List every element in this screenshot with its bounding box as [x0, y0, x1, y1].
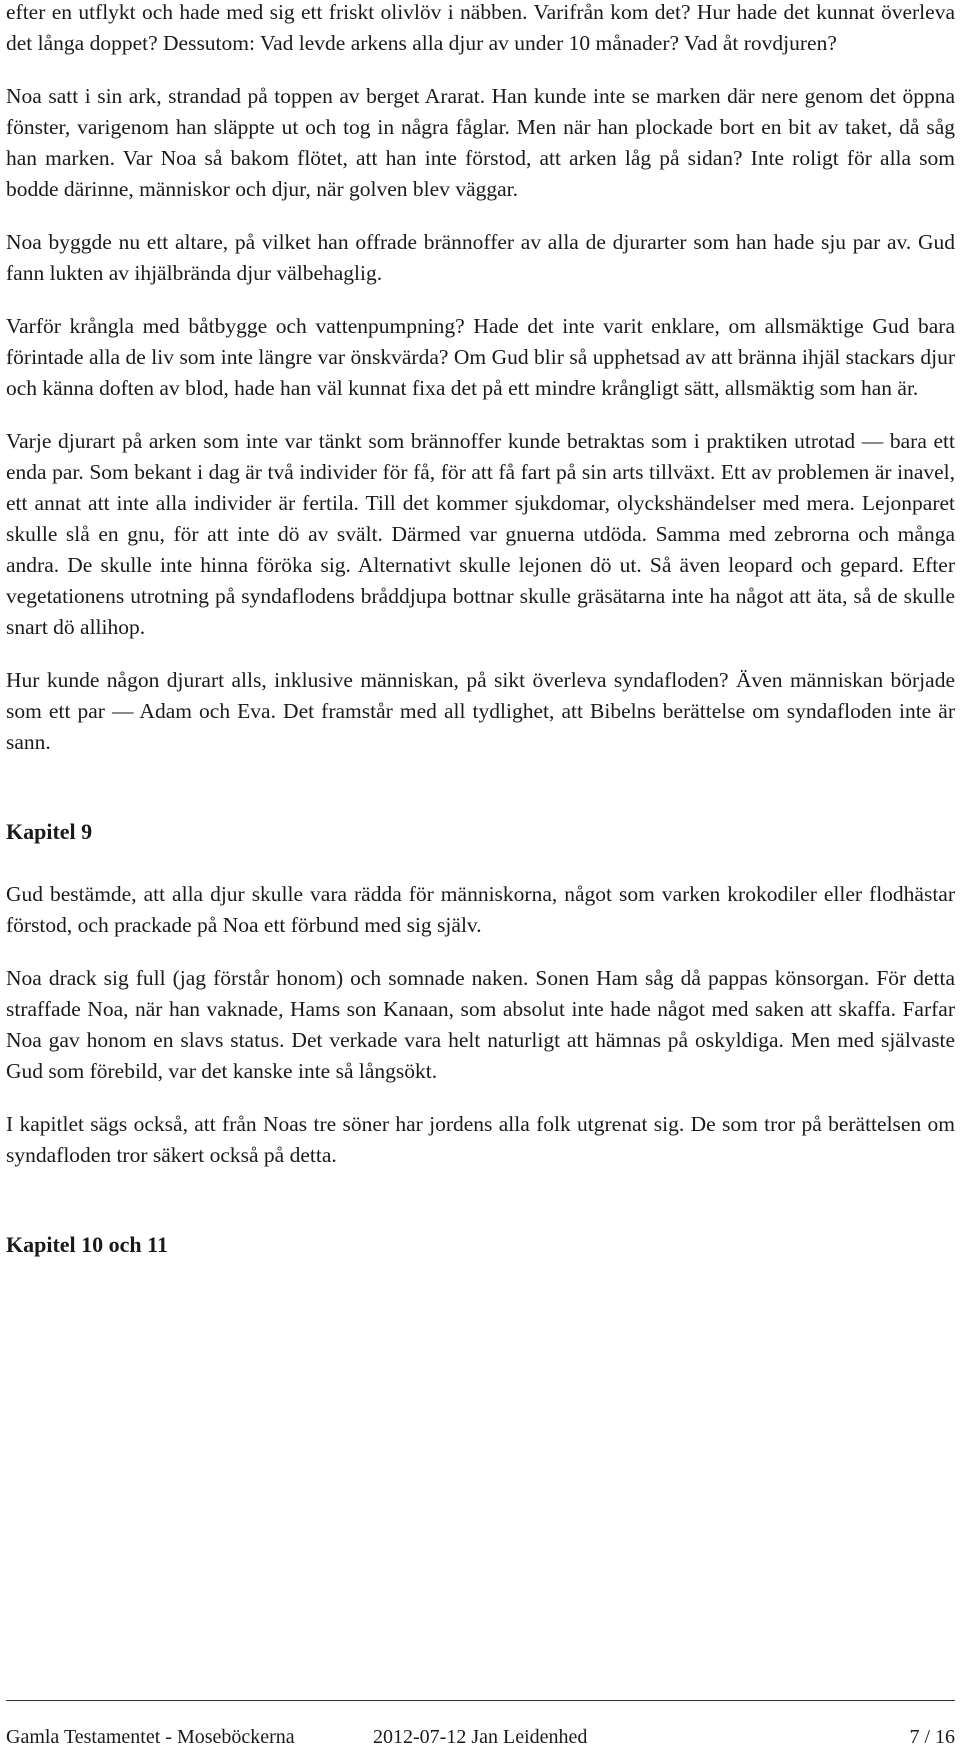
chapter-10-11-heading: Kapitel 10 och 11 — [6, 1232, 168, 1257]
document-page — [6, 0, 955, 1260]
chapter-9-paragraph-2: Noa drack sig full (jag förstår honom) och somnade naken. Sonen Ham såg då pappas könsorgan. För detta straffade Noa, när han vaknade, Hams son Kanaan, som absolut inte hade något med saken att skaffa. Farfar Noa gav honom en slavs status. Det verkade vara helt naturligt att hämnas på oskyldiga. Men med självaste Gud som förebild, var det kanske inte så långsökt. — [6, 966, 955, 1083]
footer-date-author: 2012-07-12 Jan Leidenhed — [373, 1726, 588, 1748]
footer-divider — [6, 1700, 955, 1701]
footer-document-title: Gamla Testamentet - Moseböckerna — [6, 1726, 295, 1748]
footer-page-number: 7 / 16 — [909, 1726, 955, 1748]
paragraph-1: efter en utflykt och hade med sig ett friskt olivlöv i näbben. Varifrån kom det? Hur hade det kunnat överleva det långa doppet? Dessutom: Vad levde arkens alla djur av under 10 månader? Vad åt rovdjuren? — [6, 0, 955, 55]
paragraph-2: Noa satt i sin ark, strandad på toppen av berget Ararat. Han kunde inte se marken där nere genom det öppna fönster, varigenom han släppte ut och tog in några fåglar. Men när han plockade bort en bit av taket, då såg han marken. Var Noa så bakom flötet, att han inte förstod, att arken låg på sidan? Inte roligt för alla som bodde därinne, människor och djur, när golven blev väggar. — [6, 84, 955, 201]
page-footer — [6, 1700, 955, 1758]
paragraph-6: Hur kunde någon djurart alls, inklusive människan, på sikt överleva syndafloden? Även människan började som ett par — Adam och Eva. Det framstår med all tydlighet, att Bibelns berättelse om syndafloden inte är sann. — [6, 668, 955, 754]
chapter-9-paragraph-3: I kapitlet sägs också, att från Noas tre söner har jordens alla folk utgrenat sig. De som tror på berättelsen om syndafloden tror säkert också på detta. — [6, 1112, 955, 1167]
paragraph-3: Noa byggde nu ett altare, på vilket han offrade brännoffer av alla de djurarter som han hade sju par av. Gud fann lukten av ihjälbrända djur välbehaglig. — [6, 230, 955, 285]
paragraph-5: Varje djurart på arken som inte var tänkt som brännoffer kunde betraktas som i praktiken utrotad — bara ett enda par. Som bekant i dag är två individer för få, för att få fart på sin arts tillväxt. Ett av problemen är inavel, ett annat att inte alla individer är fertila. Till det kommer sjukdomar, olyckshändelser med mera. Lejonparet skulle slå en gnu, för att inte dö av svält. Därmed var gnuerna utdöda. Samma med zebrorna och många andra. De skulle inte hinna föröka sig. Alternativt skulle lejonen dö ut. Så även leopard och gepard. Efter vegetationens utrotning på syndaflodens bråddjupa bottnar skulle gräsätarna inte ha något att äta, så de skulle snart dö allihop. — [6, 429, 955, 639]
paragraph-4: Varför krångla med båtbygge och vattenpumpning? Hade det inte varit enklare, om allsmäktige Gud bara förintade alla de liv som inte längre var önskvärda? Om Gud blir så upphetsad av att bränna ihjäl stackars djur och känna doften av blod, hade han väl kunnat fixa det på ett mindre krångligt sätt, allsmäktig som han är. — [6, 314, 955, 400]
chapter-9-paragraph-1: Gud bestämde, att alla djur skulle vara rädda för människorna, något som varken krokodiler eller flodhästar förstod, och prackade på Noa ett förbund med sig själv. — [6, 882, 955, 937]
chapter-9-heading: Kapitel 9 — [6, 819, 93, 844]
